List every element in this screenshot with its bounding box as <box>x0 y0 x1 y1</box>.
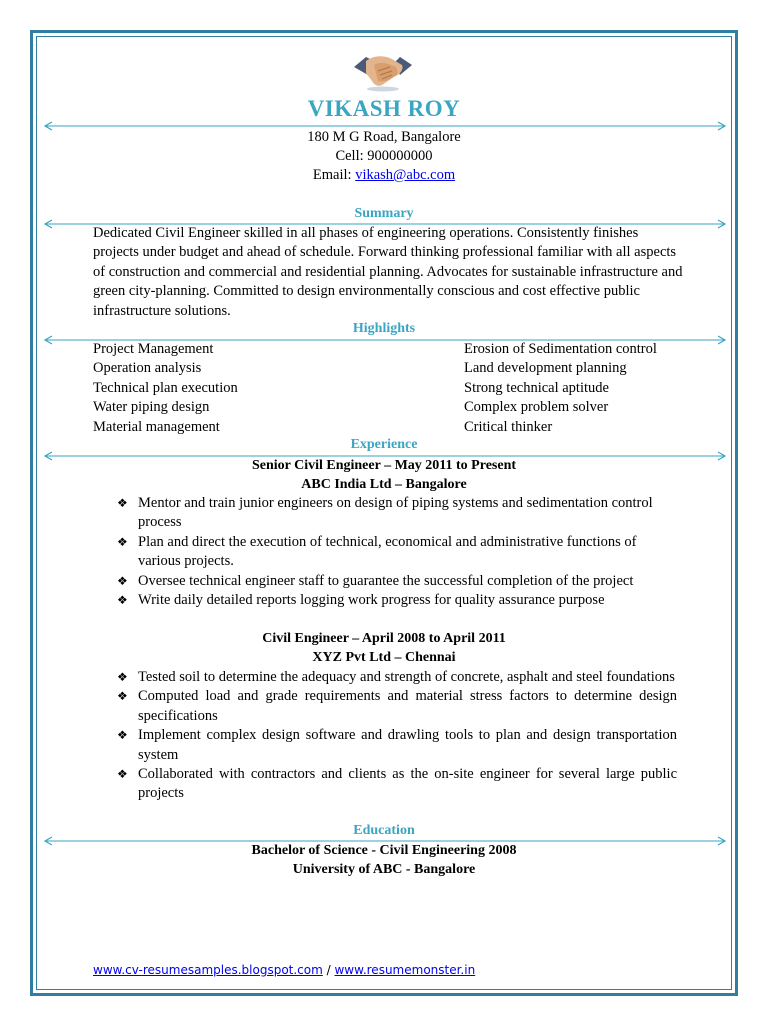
email-link[interactable]: vikash@abc.com <box>355 167 456 183</box>
highlights-title: Highlights <box>352 321 416 336</box>
footer-separator: / <box>322 963 335 977</box>
diamond-bullet-icon: ❖ <box>117 670 128 684</box>
diamond-bullet-icon: ❖ <box>117 689 128 704</box>
highlight-item: Material management <box>93 418 220 435</box>
summary-title: Summary <box>354 206 414 221</box>
diamond-bullet-icon: ❖ <box>117 593 128 608</box>
bullet-text: Collaborated with contractors and clients as the on-site engineer for several large public projects <box>138 766 677 802</box>
bullet-text: Computed load and grade requirements and material stress factors to determine design specifications <box>138 688 677 724</box>
bullet-item <box>117 687 677 726</box>
bullet-text: Plan and direct the execution of technical, economical and administrative functions of various projects. <box>138 533 637 570</box>
education-degree: Bachelor of Science - Civil Engineering 2008 <box>251 843 517 858</box>
footer-links <box>93 963 475 977</box>
job-bullets <box>117 494 677 610</box>
highlight-item: Erosion of Sedimentation control <box>464 341 657 357</box>
candidate-name: VIKASH ROY <box>307 96 461 121</box>
footer-link-resumemonster[interactable]: www.resumemonster.in <box>334 963 476 977</box>
highlight-item: Strong technical aptitude <box>464 379 609 396</box>
education-school: University of ABC - Bangalore <box>292 862 476 877</box>
bullet-item <box>117 494 677 533</box>
bullet-item <box>117 765 677 804</box>
bullet-item <box>117 572 677 591</box>
job-title: Civil Engineer – April 2008 to April 2011 <box>262 631 506 646</box>
diamond-bullet-icon: ❖ <box>117 573 128 588</box>
highlight-item: Water piping design <box>93 399 210 416</box>
bullet-item <box>117 591 677 610</box>
highlight-item: Technical plan execution <box>93 379 238 396</box>
bullet-item <box>117 533 677 572</box>
bullet-text: Write daily detailed reports logging work progress for quality assurance purpose <box>138 592 605 609</box>
footer-link-cv-resumesamples[interactable]: www.cv-resumesamples.blogspot.com <box>93 963 323 977</box>
handshake-icon <box>352 45 414 93</box>
highlight-item: Operation analysis <box>93 360 202 377</box>
diamond-bullet-icon: ❖ <box>117 728 128 743</box>
email-label: Email: <box>312 167 356 183</box>
job-company: XYZ Pvt Ltd – Chennai <box>312 650 456 665</box>
cell-phone: Cell: 900000000 <box>335 148 433 164</box>
bullet-item <box>117 726 677 765</box>
job-company: ABC India Ltd – Bangalore <box>301 477 467 492</box>
highlights-right-column <box>464 340 657 437</box>
bullet-text: Mentor and train junior engineers on design of piping systems and sedimentation control process <box>138 495 653 531</box>
highlight-item: Critical thinker <box>464 418 553 435</box>
highlight-item: Land development planning <box>464 360 627 377</box>
bullet-text: Oversee technical engineer staff to guarantee the successful completion of the project <box>138 572 634 589</box>
bullet-text: Implement complex design software and drawling tools to plan and design transportation system <box>138 727 677 763</box>
job-title: Senior Civil Engineer – May 2011 to Present <box>251 458 517 473</box>
job-bullets <box>117 668 677 804</box>
diamond-bullet-icon: ❖ <box>117 534 128 549</box>
summary-text: Dedicated Civil Engineer skilled in all phases of engineering operations. Consistently finishes projects under budget and ahead of schedule. Forward thinking professional familiar with all aspects of construction and commercial and residential planning. Advocates for sustainable infrastructure and green city-planning. Committed to design environmentally conscious and cost effective public infrastructure solutions. <box>93 225 683 319</box>
highlights-left-column <box>93 340 238 437</box>
diamond-bullet-icon: ❖ <box>117 496 128 510</box>
email-line <box>0 166 768 185</box>
education-title: Education <box>353 823 415 838</box>
highlight-item: Complex problem solver <box>464 399 609 416</box>
bullet-text: Tested soil to determine the adequacy and strength of concrete, asphalt and steel foundations <box>138 669 675 685</box>
bullet-item <box>117 668 677 687</box>
address: 180 M G Road, Bangalore <box>307 129 461 145</box>
diamond-bullet-icon: ❖ <box>117 767 128 782</box>
experience-title: Experience <box>350 437 418 452</box>
highlight-item: Project Management <box>93 341 214 357</box>
